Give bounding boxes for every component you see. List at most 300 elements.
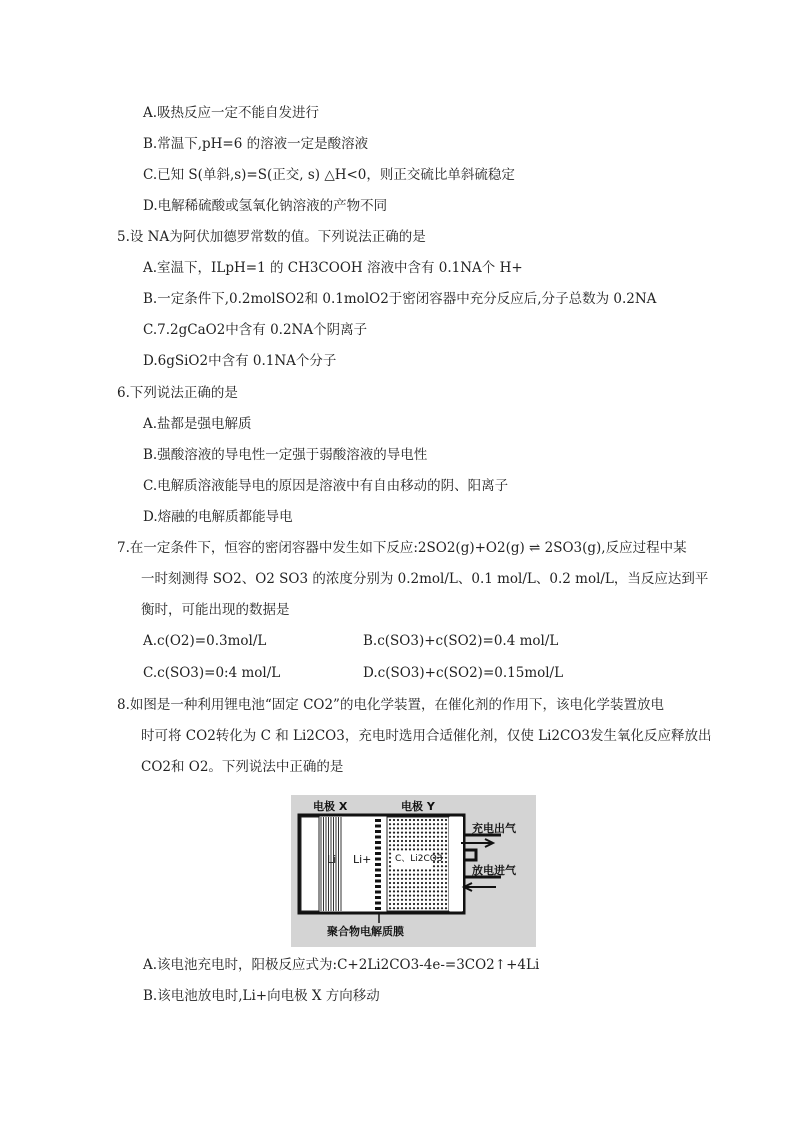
- cathode-dot: [425, 819, 427, 821]
- discharge-in-label: 放电进气: [472, 864, 516, 877]
- cathode-dot: [413, 836, 415, 838]
- cathode-dot: [441, 882, 443, 884]
- cathode-dot: [393, 886, 395, 888]
- cathode-dot: [413, 832, 415, 834]
- cathode-dot: [441, 840, 443, 842]
- cathode-dot: [405, 903, 407, 905]
- cathode-dot: [409, 869, 411, 871]
- cathode-dot: [433, 890, 435, 892]
- cathode-dot: [409, 886, 411, 888]
- cathode-dot: [433, 840, 435, 842]
- cathode-dot: [405, 869, 407, 871]
- electrode-y-label: 电极 Y: [401, 800, 435, 813]
- cathode-dot: [441, 899, 443, 901]
- cathode-dot: [409, 878, 411, 880]
- cathode-dot: [397, 836, 399, 838]
- cathode-dot: [409, 903, 411, 905]
- cathode-dot: [433, 865, 435, 867]
- cathode-dot: [409, 827, 411, 829]
- cathode-dot: [425, 844, 427, 846]
- cathode-dot: [401, 899, 403, 901]
- cathode-dot: [437, 836, 439, 838]
- cathode-dot: [441, 895, 443, 897]
- cathode-dot: [405, 840, 407, 842]
- cathode-dot: [433, 848, 435, 850]
- q7-stem-line-3: 衡时，可能出现的数据是: [141, 602, 290, 618]
- cathode-dot: [389, 895, 391, 897]
- cathode-dot: [421, 874, 423, 876]
- cathode-dot: [393, 895, 395, 897]
- cathode-dot: [397, 903, 399, 905]
- cathode-dot: [425, 840, 427, 842]
- cathode-dot: [425, 882, 427, 884]
- cathode-dot: [401, 848, 403, 850]
- cathode-dot: [413, 907, 415, 909]
- cathode-dot: [389, 848, 391, 850]
- cathode-dot: [389, 836, 391, 838]
- cathode-dot: [417, 874, 419, 876]
- cathode-dot: [429, 819, 431, 821]
- cathode-dot: [417, 844, 419, 846]
- cathode-dot: [433, 878, 435, 880]
- membrane-dot: [375, 852, 381, 855]
- cathode-dot: [401, 903, 403, 905]
- cathode-dot: [405, 827, 407, 829]
- cathode-dot: [417, 882, 419, 884]
- cathode-dot: [445, 853, 447, 855]
- cathode-dot: [389, 869, 391, 871]
- cathode-dot: [397, 827, 399, 829]
- cathode-dot: [393, 844, 395, 846]
- cathode-dot: [437, 844, 439, 846]
- cathode-dot: [441, 836, 443, 838]
- cathode-dot: [417, 886, 419, 888]
- cathode-dot: [437, 907, 439, 909]
- cathode-dot: [433, 886, 435, 888]
- cathode-dot: [409, 848, 411, 850]
- cathode-dot: [429, 840, 431, 842]
- cathode-dot: [421, 903, 423, 905]
- cathode-dot: [429, 869, 431, 871]
- cathode-dot: [397, 907, 399, 909]
- q5-stem: 5.设 NA为阿伏加德罗常数的值。下列说法正确的是: [117, 229, 426, 245]
- cathode-dot: [433, 895, 435, 897]
- q5-option-c: C.7.2gCaO2中含有 0.2NA个阴离子: [143, 322, 368, 338]
- cathode-dot: [409, 882, 411, 884]
- q8-stem-line-2: 时可将 CO2转化为 C 和 Li2CO3，充电时选用合适催化剂，仅使 Li2CO3发生氧化反应释放出: [141, 728, 712, 744]
- cathode-dot: [437, 899, 439, 901]
- cathode-dot: [413, 827, 415, 829]
- cathode-dot: [441, 903, 443, 905]
- cathode-dot: [445, 865, 447, 867]
- q7-option-c: C.c(SO3)=0:4 mol/L: [143, 665, 281, 681]
- cathode-dot: [433, 823, 435, 825]
- cathode-dot: [441, 878, 443, 880]
- cathode-dot: [441, 844, 443, 846]
- cathode-dot: [421, 890, 423, 892]
- cathode-dot: [413, 823, 415, 825]
- cathode-dot: [429, 899, 431, 901]
- cathode-dot: [441, 823, 443, 825]
- cathode-dot: [433, 899, 435, 901]
- cathode-dot: [445, 823, 447, 825]
- cathode-dot: [425, 823, 427, 825]
- q6-option-c: C.电解质溶液能导电的原因是溶液中有自由移动的阴、阳离子: [143, 478, 509, 494]
- cathode-dot: [421, 844, 423, 846]
- cathode-dot: [445, 878, 447, 880]
- cathode-dot: [417, 840, 419, 842]
- cathode-dot: [417, 890, 419, 892]
- cathode-dot: [409, 907, 411, 909]
- cathode-dot: [413, 874, 415, 876]
- cathode-dot: [425, 874, 427, 876]
- cathode-dot: [405, 907, 407, 909]
- cathode-dot: [397, 899, 399, 901]
- cathode-dot: [417, 823, 419, 825]
- cathode-dot: [413, 890, 415, 892]
- membrane-dot: [375, 907, 381, 910]
- cathode-dot: [437, 895, 439, 897]
- cathode-dot: [433, 869, 435, 871]
- cathode-dot: [401, 840, 403, 842]
- cathode-dot: [393, 869, 395, 871]
- cathode-dot: [405, 819, 407, 821]
- membrane-dot: [375, 847, 381, 850]
- cathode-dot: [433, 836, 435, 838]
- cathode-dot: [405, 836, 407, 838]
- cathode-dot: [429, 895, 431, 897]
- cathode-dot: [405, 899, 407, 901]
- cathode-dot: [421, 882, 423, 884]
- cathode-dot: [445, 844, 447, 846]
- cathode-dot: [445, 857, 447, 859]
- cathode-dot: [445, 882, 447, 884]
- cathode-dot: [417, 903, 419, 905]
- cathode-dot: [417, 907, 419, 909]
- cathode-dot: [417, 827, 419, 829]
- li-label: Li: [327, 853, 337, 866]
- cathode-dot: [397, 823, 399, 825]
- cathode-dot: [405, 878, 407, 880]
- cathode-dot: [429, 874, 431, 876]
- cathode-dot: [393, 878, 395, 880]
- q5-option-d: D.6gSiO2中含有 0.1NA个分子: [143, 353, 337, 369]
- cathode-dot: [389, 882, 391, 884]
- cathode-dot: [417, 895, 419, 897]
- cathode-dot: [437, 882, 439, 884]
- cathode-dot: [401, 878, 403, 880]
- cathode-dot: [445, 895, 447, 897]
- q6-stem: 6.下列说法正确的是: [117, 385, 238, 401]
- cathode-dot: [441, 890, 443, 892]
- electrode-x-plate: [301, 817, 319, 911]
- q7-stem-line-1: 7.在一定条件下，恒容的密闭容器中发生如下反应:2SO2(g)+O2(g) ⇌ 2SO3(g),反应过程中某: [117, 540, 687, 556]
- cathode-dot: [437, 874, 439, 876]
- electrode-x-label: 电极 X: [313, 800, 348, 813]
- cathode-dot: [401, 819, 403, 821]
- membrane-dot: [375, 858, 381, 861]
- cathode-dot: [437, 832, 439, 834]
- cathode-dot: [409, 890, 411, 892]
- cathode-dot: [429, 878, 431, 880]
- polymer-membrane: [375, 819, 381, 910]
- cathode-dot: [437, 865, 439, 867]
- li-ion-label: Li+: [353, 853, 372, 866]
- membrane-label: 聚合物电解质膜: [327, 925, 404, 938]
- cathode-dot: [445, 848, 447, 850]
- q6-option-d: D.熔融的电解质都能导电: [143, 509, 293, 525]
- cathode-dot: [405, 848, 407, 850]
- cathode-dot: [397, 869, 399, 871]
- cathode-dot: [445, 903, 447, 905]
- cathode-dot: [393, 882, 395, 884]
- cathode-dot: [425, 899, 427, 901]
- cathode-dot: [389, 861, 391, 863]
- cathode-dot: [441, 865, 443, 867]
- cathode-dot: [441, 819, 443, 821]
- cathode-dot: [429, 844, 431, 846]
- membrane-dot: [375, 869, 381, 872]
- q7-stem-line-2: 一时刻测得 SO2、O2 SO3 的浓度分别为 0.2mol/L、0.1 mol/L、0.2 mol/L，当反应达到平: [141, 571, 709, 587]
- cathode-dot: [413, 903, 415, 905]
- cathode-dot: [429, 907, 431, 909]
- cathode-dot: [409, 823, 411, 825]
- cathode-dot: [401, 832, 403, 834]
- cathode-dot: [413, 869, 415, 871]
- cathode-dot: [389, 827, 391, 829]
- cathode-dot: [425, 878, 427, 880]
- q7-option-d: D.c(SO3)+c(SO2)=0.15mol/L: [363, 665, 564, 681]
- cathode-dot: [397, 886, 399, 888]
- cathode-dot: [401, 890, 403, 892]
- cathode-dot: [445, 899, 447, 901]
- cathode-dot: [405, 890, 407, 892]
- cathode-dot: [413, 899, 415, 901]
- cathode-dot: [421, 869, 423, 871]
- cathode-dot: [433, 827, 435, 829]
- cathode-dot: [413, 878, 415, 880]
- q7-option-a: A.c(O2)=0.3mol/L: [143, 633, 267, 649]
- q6-option-b: B.强酸溶液的导电性一定强于弱酸溶液的导电性: [143, 447, 428, 463]
- cathode-dot: [437, 827, 439, 829]
- cathode-dot: [397, 848, 399, 850]
- cathode-dot: [417, 899, 419, 901]
- cathode-dot: [421, 899, 423, 901]
- cathode-dot: [409, 836, 411, 838]
- cathode-dot: [405, 874, 407, 876]
- cathode-dot: [433, 882, 435, 884]
- cathode-dot: [445, 819, 447, 821]
- q4-option-d: D.电解稀硫酸或氢氧化钠溶液的产物不同: [143, 198, 388, 214]
- q7-option-b: B.c(SO3)+c(SO2)=0.4 mol/L: [363, 633, 559, 649]
- cathode-dot: [389, 886, 391, 888]
- q5-option-b: B.一定条件下,0.2molSO2和 0.1molO2于密闭容器中充分反应后,分子总数为 0.2NA: [143, 291, 657, 307]
- membrane-dot: [375, 863, 381, 866]
- q4-option-c: C.已知 S(单斜,s)=S(正交, s) △H<0，则正交硫比单斜硫稳定: [143, 167, 515, 183]
- cathode-dot: [413, 895, 415, 897]
- cathode-dot: [397, 874, 399, 876]
- gas-channel: [449, 817, 463, 911]
- cathode-dot: [437, 886, 439, 888]
- cathode-dot: [409, 832, 411, 834]
- cathode-dot: [417, 832, 419, 834]
- cathode-dot: [425, 895, 427, 897]
- cathode-dot: [445, 840, 447, 842]
- cathode-dot: [445, 874, 447, 876]
- cathode-dot: [445, 886, 447, 888]
- cathode-dot: [433, 832, 435, 834]
- cathode-dot: [437, 869, 439, 871]
- cathode-dot: [405, 882, 407, 884]
- cathode-dot: [397, 882, 399, 884]
- cathode-dot: [441, 886, 443, 888]
- cathode-dot: [397, 895, 399, 897]
- cathode-dot: [421, 827, 423, 829]
- cathode-dot: [389, 832, 391, 834]
- membrane-dot: [375, 830, 381, 833]
- cathode-dot: [445, 907, 447, 909]
- cathode-dot: [401, 882, 403, 884]
- cathode-dot: [401, 895, 403, 897]
- cathode-dot: [397, 878, 399, 880]
- cathode-dot: [417, 848, 419, 850]
- cathode-dot: [393, 907, 395, 909]
- q8-stem-line-3: CO2和 O2。下列说法中正确的是: [141, 759, 344, 775]
- cathode-dot: [429, 903, 431, 905]
- cathode-dot: [421, 878, 423, 880]
- cathode-dot: [421, 886, 423, 888]
- cathode-label: C、Li2CO3: [395, 854, 443, 864]
- membrane-dot: [375, 874, 381, 877]
- cathode-dot: [409, 840, 411, 842]
- cathode-dot: [437, 878, 439, 880]
- cathode-dot: [413, 844, 415, 846]
- cathode-dot: [413, 882, 415, 884]
- cathode-dot: [393, 848, 395, 850]
- cathode-dot: [389, 853, 391, 855]
- cathode-dot: [425, 832, 427, 834]
- cathode-dot: [397, 832, 399, 834]
- cathode-dot: [389, 890, 391, 892]
- cathode-dot: [401, 844, 403, 846]
- cathode-dot: [421, 907, 423, 909]
- cathode-dot: [417, 878, 419, 880]
- q8-option-a: A.该电池充电时，阳极反应式为:C+2Li2CO3-4e-=3CO2↑+4Li: [143, 957, 540, 973]
- membrane-dot: [375, 880, 381, 883]
- cathode-dot: [425, 836, 427, 838]
- cathode-dot: [397, 890, 399, 892]
- cathode-dot: [425, 903, 427, 905]
- cathode-dot: [389, 840, 391, 842]
- cathode-dot: [389, 874, 391, 876]
- cathode-dot: [421, 848, 423, 850]
- cathode-dot: [405, 844, 407, 846]
- cathode-dot: [433, 844, 435, 846]
- membrane-dot: [375, 885, 381, 888]
- cathode-dot: [445, 890, 447, 892]
- cathode-dot: [429, 882, 431, 884]
- cathode-dot: [437, 840, 439, 842]
- cathode-dot: [389, 878, 391, 880]
- q4-option-b: B.常温下,pH=6 的溶液一定是酸溶液: [143, 136, 369, 152]
- q4-option-a: A.吸热反应一定不能自发进行: [143, 105, 320, 121]
- cathode-dot: [421, 840, 423, 842]
- cathode-dot: [389, 899, 391, 901]
- q5-option-a: A.室温下，ILpH=1 的 CH3COOH 溶液中含有 0.1NA个 H+: [143, 260, 523, 276]
- q6-option-a: A.盐都是强电解质: [143, 416, 252, 432]
- cathode-dot: [409, 895, 411, 897]
- cathode-dot: [425, 907, 427, 909]
- membrane-dot: [375, 891, 381, 894]
- cathode-dot: [429, 836, 431, 838]
- battery-diagram: [291, 795, 536, 947]
- cathode-dot: [425, 869, 427, 871]
- cathode-dot: [437, 848, 439, 850]
- membrane-dot: [375, 902, 381, 905]
- cathode-dot: [433, 907, 435, 909]
- cathode-dot: [433, 903, 435, 905]
- cathode-dot: [429, 886, 431, 888]
- cathode-dot: [393, 840, 395, 842]
- cathode-dot: [429, 827, 431, 829]
- cathode-dot: [405, 823, 407, 825]
- cathode-dot: [389, 823, 391, 825]
- q8-stem-line-1: 8.如图是一种利用锂电池“固定 CO2”的电化学装置，在催化剂的作用下，该电化学装置放电: [117, 697, 664, 713]
- cathode-dot: [405, 886, 407, 888]
- cathode-dot: [393, 874, 395, 876]
- cathode-dot: [389, 844, 391, 846]
- cathode-dot: [441, 907, 443, 909]
- cathode-dot: [417, 836, 419, 838]
- cathode-dot: [437, 903, 439, 905]
- cathode-dot: [445, 827, 447, 829]
- cathode-dot: [421, 895, 423, 897]
- cathode-dot: [421, 823, 423, 825]
- membrane-dot: [375, 896, 381, 899]
- cathode-dot: [393, 827, 395, 829]
- cathode-dot: [413, 886, 415, 888]
- cathode-dot: [441, 869, 443, 871]
- cathode-dot: [389, 865, 391, 867]
- cathode-dot: [413, 819, 415, 821]
- cathode-dot: [405, 832, 407, 834]
- cathode-dot: [425, 890, 427, 892]
- cathode-dot: [401, 823, 403, 825]
- cathode-dot: [429, 848, 431, 850]
- cathode-dot: [397, 844, 399, 846]
- cathode-dot: [433, 819, 435, 821]
- cathode-dot: [425, 848, 427, 850]
- cathode-dot: [401, 836, 403, 838]
- membrane-dot: [375, 825, 381, 828]
- cathode-dot: [401, 907, 403, 909]
- membrane-dot: [375, 841, 381, 844]
- q8-option-b: B.该电池放电时,Li+向电极 X 方向移动: [143, 988, 380, 1004]
- cathode-region: [387, 817, 449, 911]
- cathode-dot: [413, 848, 415, 850]
- cathode-dot: [393, 903, 395, 905]
- cathode-dot: [397, 819, 399, 821]
- cathode-dot: [401, 886, 403, 888]
- cathode-dot: [429, 890, 431, 892]
- cathode-dot: [389, 907, 391, 909]
- cathode-dot: [417, 819, 419, 821]
- cathode-dot: [401, 874, 403, 876]
- cathode-dot: [437, 819, 439, 821]
- cathode-dot: [441, 832, 443, 834]
- cathode-dot: [445, 869, 447, 871]
- cathode-dot: [397, 840, 399, 842]
